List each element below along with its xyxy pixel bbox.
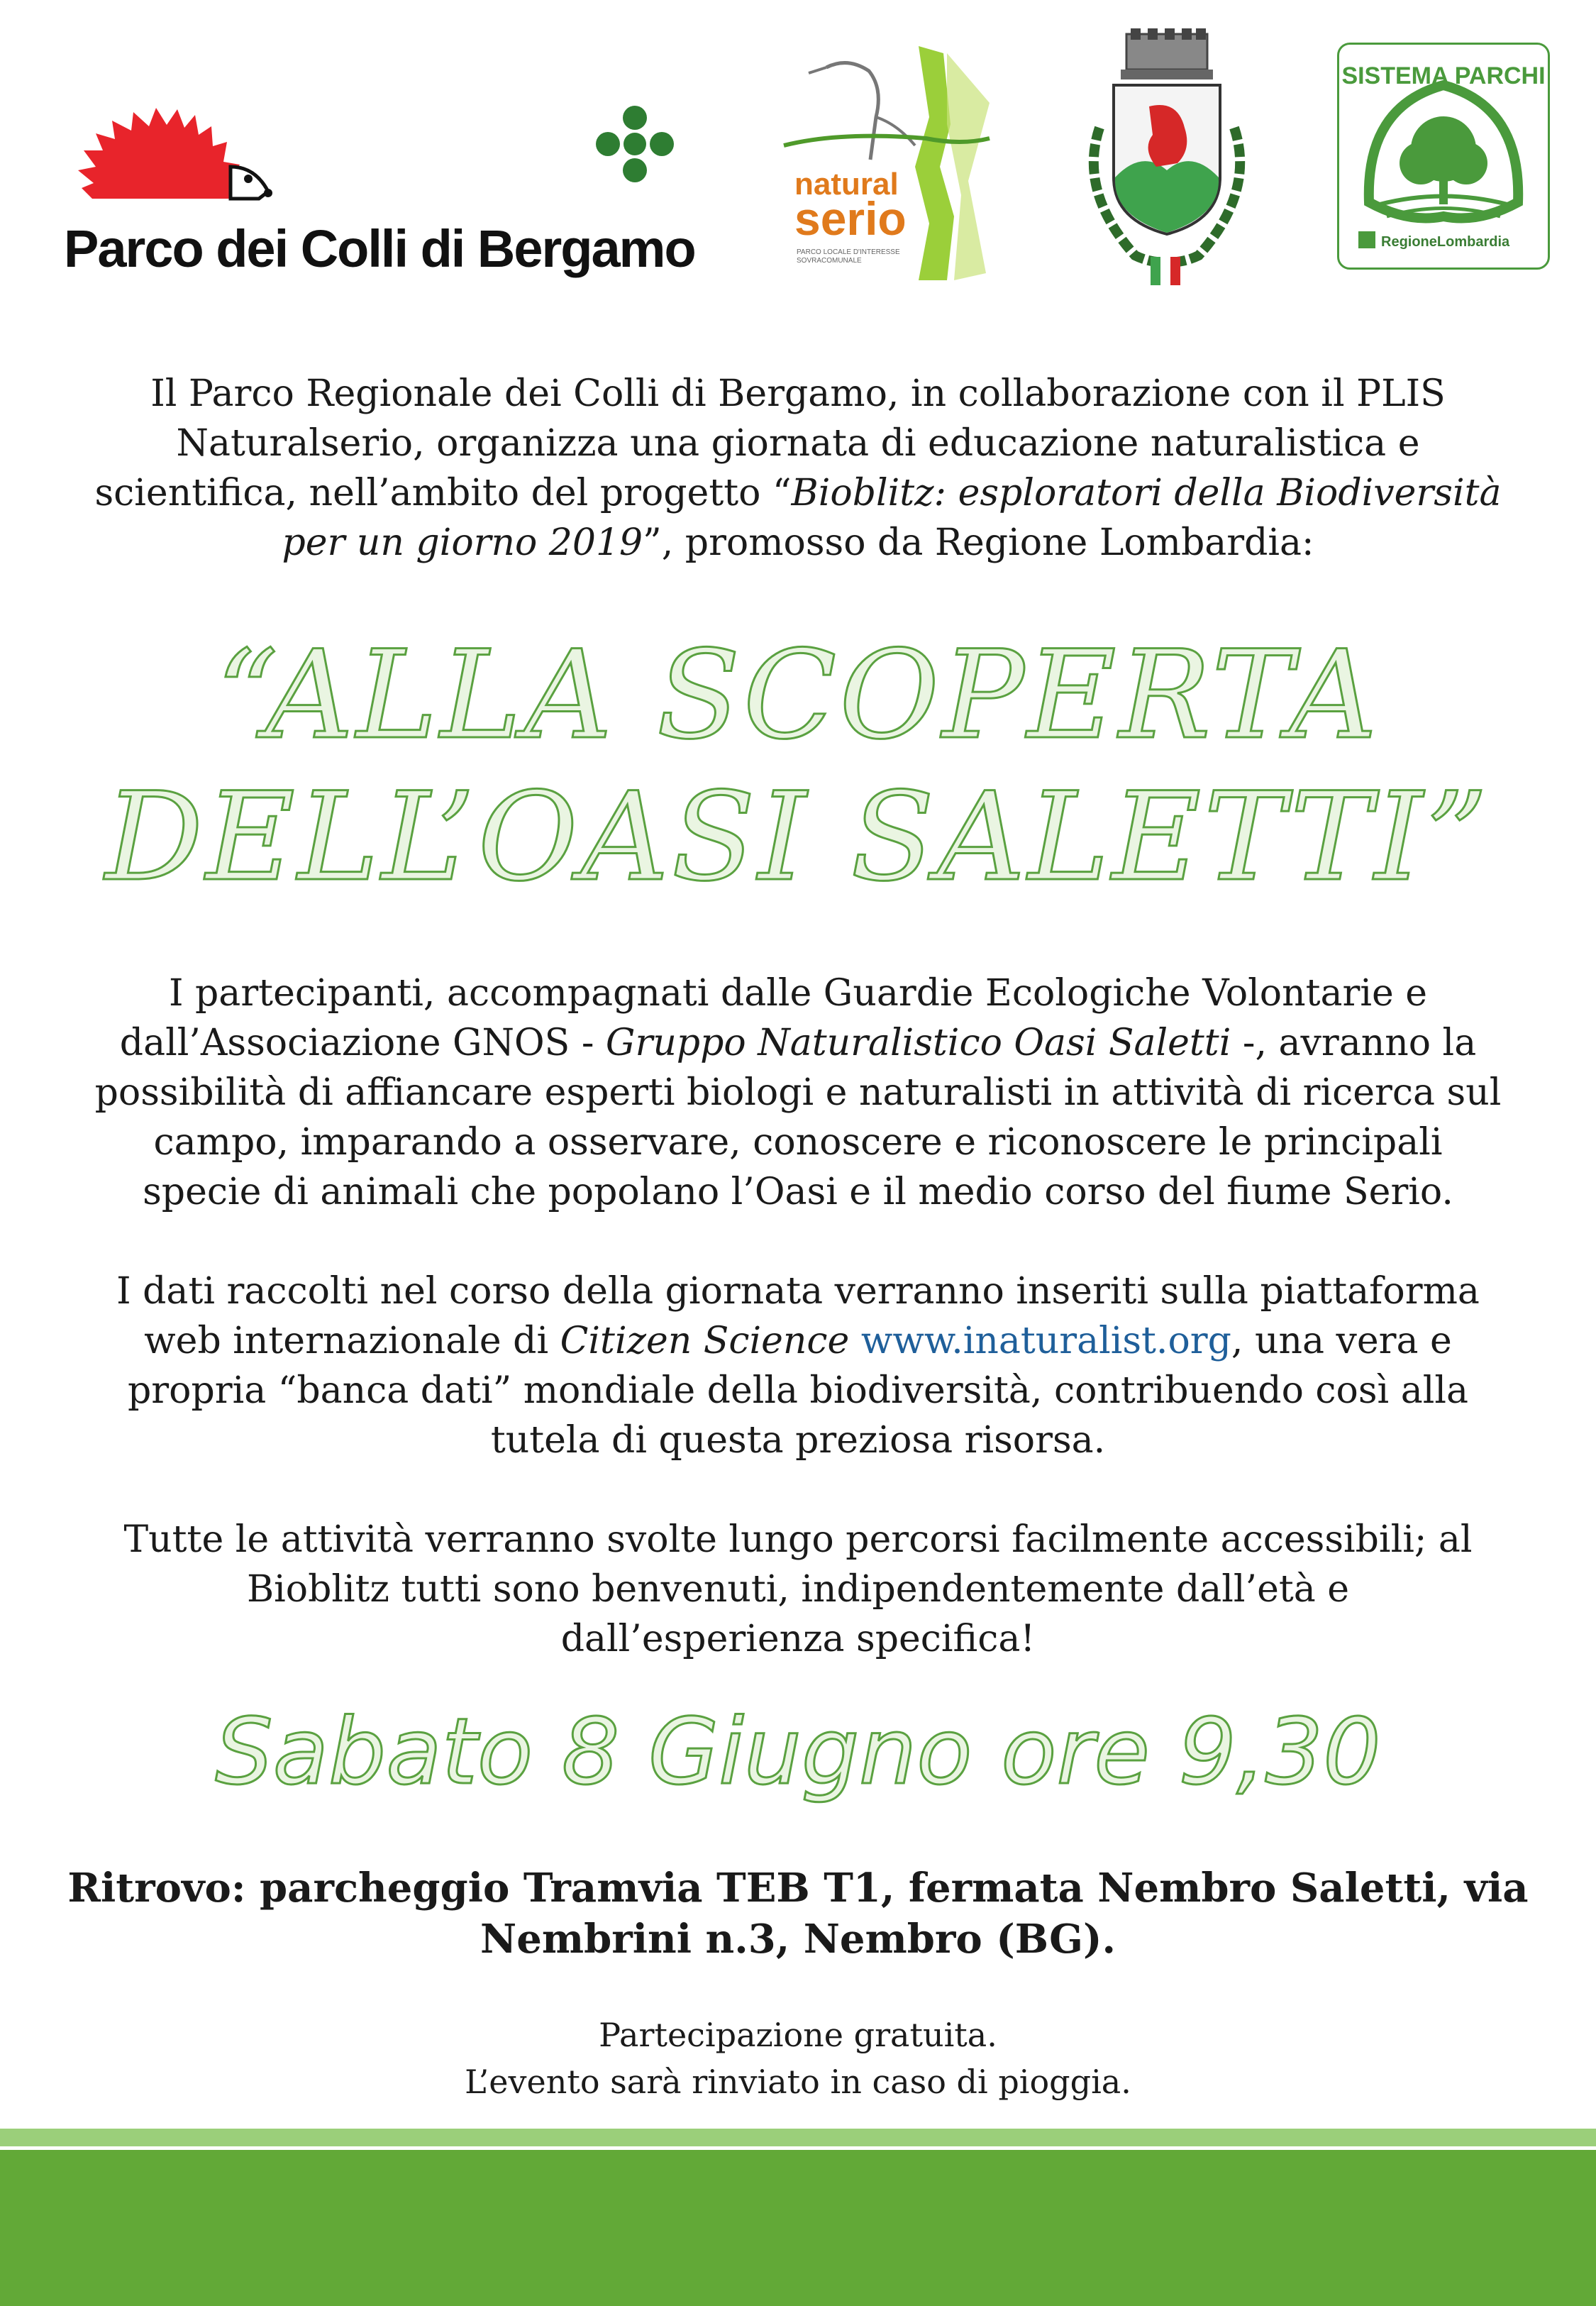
intro-line-4: per un giorno 2019”, promosso da Regione Lombardia:: [282, 522, 1314, 564]
logo-header: [0, 0, 1596, 298]
naturalserio-name: Naturalserio: [176, 422, 414, 465]
event-title-line-1: “ALLA SCOPERTA: [216, 624, 1380, 766]
clover-icon: [592, 105, 677, 183]
naturalserio-word2: serio: [794, 192, 907, 245]
sistema-parchi-logo: [1337, 43, 1550, 270]
project-title: Bioblitz: esploratori della Biodiversità: [791, 472, 1502, 514]
accessibility-paragraph: Tutte le attività verranno svolte lungo percorsi facilmente accessibili; al Bioblitz tutti sono benvenuti, indipendentemente dall’età e dall’esperienza specifica!: [123, 1518, 1473, 1660]
inaturalist-link[interactable]: www.inaturalist.org: [860, 1320, 1231, 1362]
naturalserio-word1: natural: [794, 167, 899, 202]
sistema-parchi-footer: RegioneLombardia: [1381, 234, 1510, 250]
plis-label: PLIS: [1356, 373, 1446, 415]
intro-line-1: Il Parco Regionale dei Colli di Bergamo, in collaborazione con il PLIS: [150, 373, 1446, 415]
footer-band: [0, 2150, 1596, 2306]
description-paragraph: I partecipanti, accompagnati dalle Guardie Ecologiche Volontarie e dall’Associazione GNOS - Gruppo Naturalistico Oasi Saletti -, avranno la possibilità di affiancare esperti biologi e naturalisti in attività di ricerca sul campo, imparando a osservare, conoscere e riconoscere le principali specie di animali che popolano l’Oasi e il medio corso del fiume Serio.: [94, 972, 1502, 1213]
intro-line-3: scientifica, nell’ambito del progetto “Bioblitz: esploratori della Biodiversità: [94, 472, 1502, 514]
naturalserio-logo: [777, 39, 1004, 280]
event-notes: Partecipazione gratuita. L’evento sarà rinviato in caso di pioggia.: [465, 2016, 1131, 2101]
event-date: Sabato 8 Giugno ore 9,30: [215, 1699, 1381, 1805]
footer-band-light: [0, 2129, 1596, 2146]
event-title: [0, 624, 1596, 908]
meeting-point: Ritrovo: parcheggio Tramvia TEB T1, fermata Nembro Saletti, via Nembrini n.3, Nembro (BG).: [67, 1865, 1529, 1963]
naturalserio-subtitle: PARCO LOCALE D'INTERESSE SOVRACOMUNALE: [797, 248, 900, 265]
hedgehog-icon: [78, 99, 291, 213]
intro-line-2: Naturalserio, organizza una giornata di educazione naturalistica e: [176, 422, 1420, 465]
data-paragraph: I dati raccolti nel corso della giornata verranno inseriti sulla piattaforma web internazionale di Citizen Science www.inaturalist.org, una vera e propria “banca dati” mondiale della biodiversità, contribuendo così alla tutela di questa preziosa risorsa.: [116, 1270, 1480, 1462]
parco-regionale-name: Parco Regionale dei Colli di Bergamo: [188, 373, 887, 415]
sistema-parchi-title: SISTEMA PARCHI: [1341, 62, 1546, 89]
event-title-line-2: DELL’OASI SALETTI”: [105, 766, 1491, 908]
parco-logo-text: Parco dei Colli di Bergamo: [64, 219, 695, 278]
gnos-name: Gruppo Naturalistico Oasi Saletti: [605, 1022, 1231, 1064]
coat-of-arms-icon: [1071, 28, 1263, 291]
intro-paragraph: [0, 369, 1596, 568]
project-title-cont: per un giorno 2019: [282, 522, 643, 564]
citizen-science-label: Citizen Science: [560, 1320, 850, 1362]
